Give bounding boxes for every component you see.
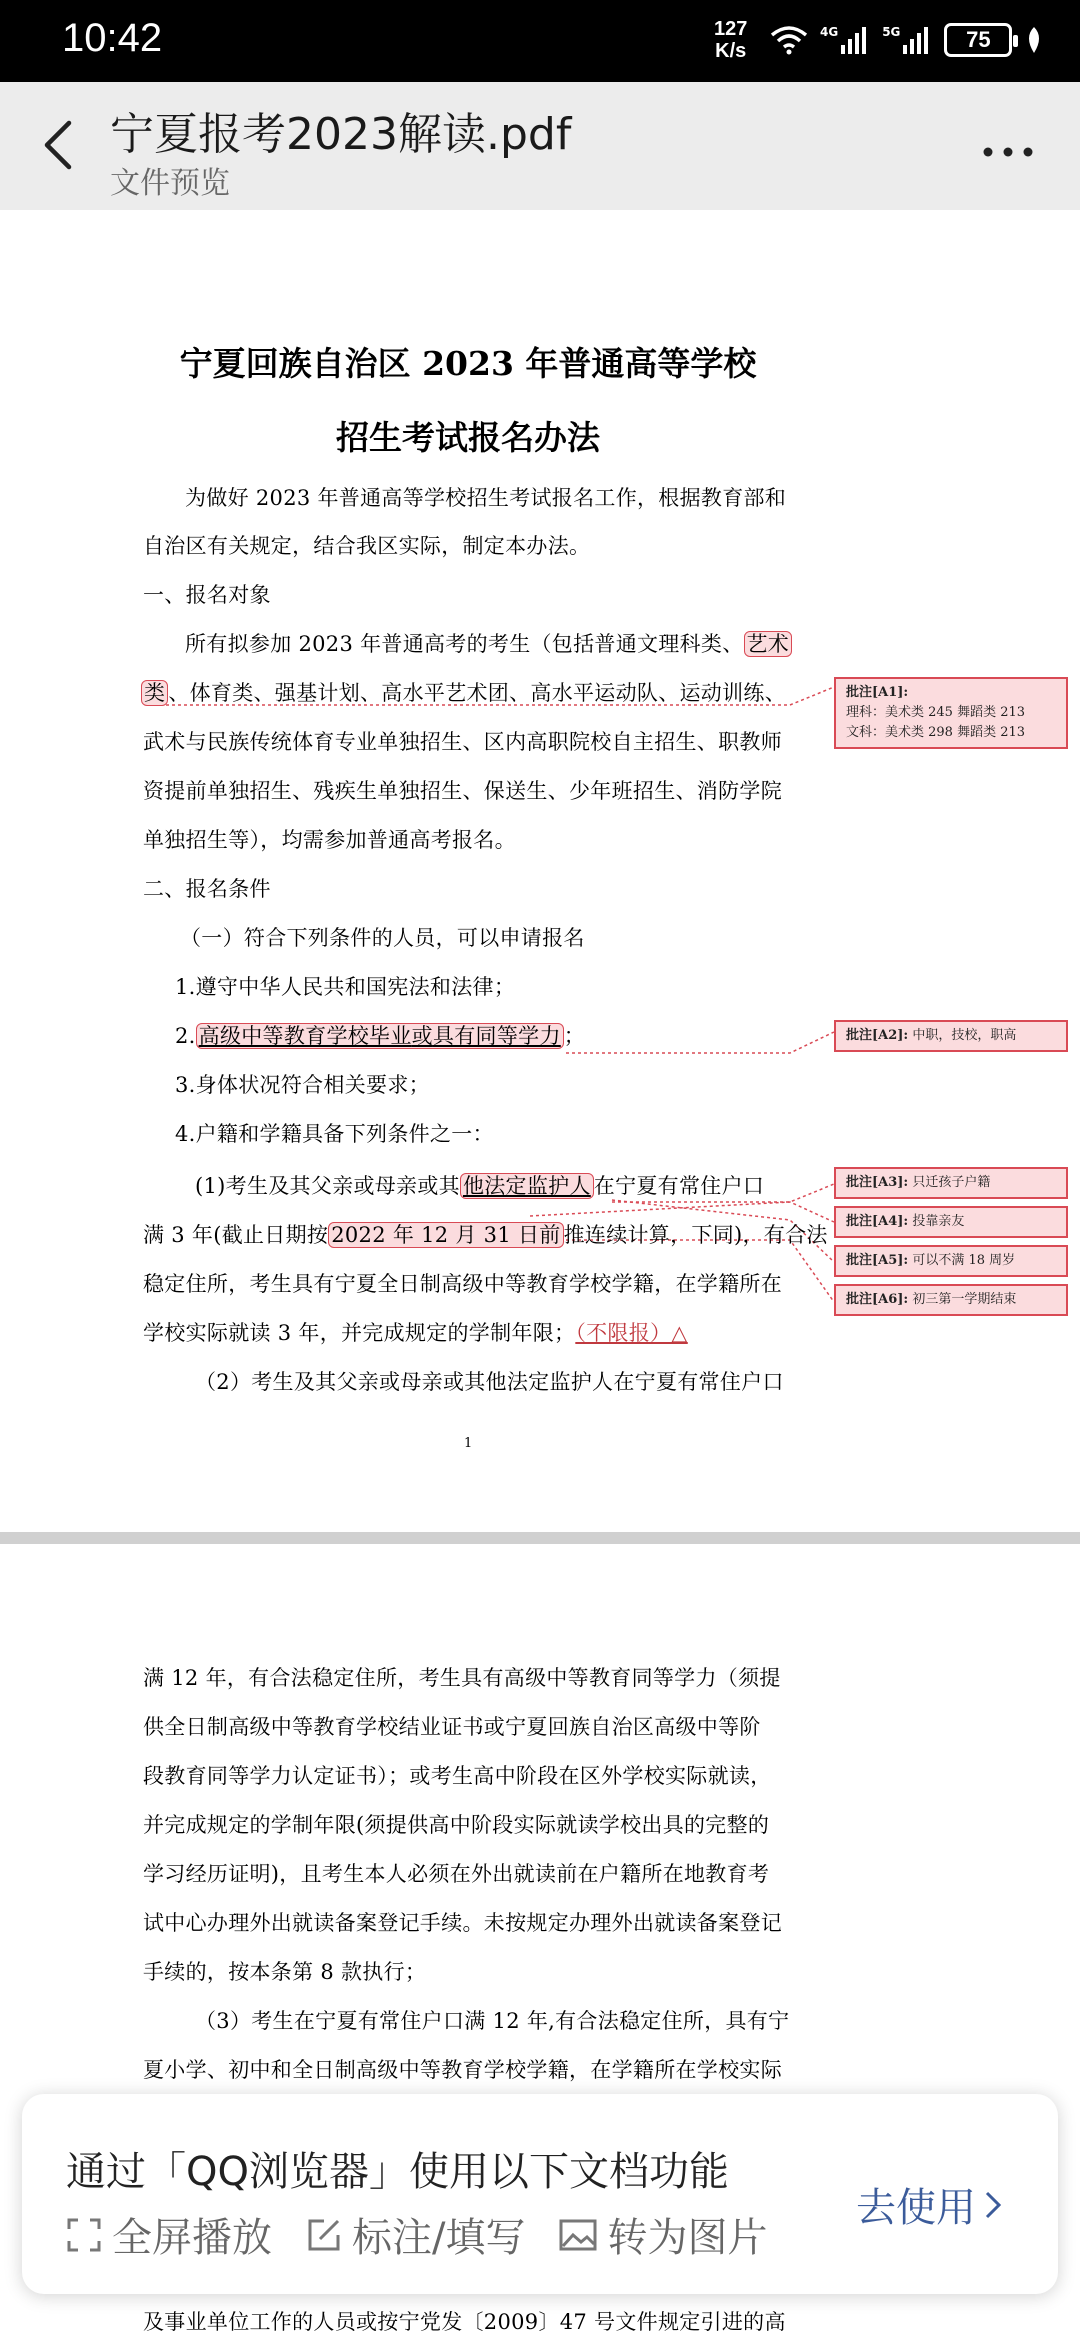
doc-text-line: 供全日制高级中等教育学校结业证书或宁夏回族自治区高级中等阶: [143, 1715, 761, 1739]
doc-text-line: 试中心办理外出就读备案登记手续。未按规定办理外出就读备案登记: [143, 1911, 782, 1935]
doc-text-line: 为做好 2023 年普通高等学校招生考试报名工作，根据教育部和: [185, 486, 787, 510]
wifi-icon: [770, 25, 808, 55]
doc-text-line: （2）考生及其父亲或母亲或其他法定监护人在宁夏有常住户口: [195, 1370, 784, 1394]
doc-text-line: 学习经历证明)，且考生本人必须在外出就读前在户籍所在地教育考: [143, 1862, 770, 1886]
highlight-a1-cont[interactable]: 类: [141, 680, 168, 706]
chevron-right-icon: [984, 2190, 1002, 2220]
network-speed-unit: K/s: [715, 40, 747, 62]
doc-text-line: （3）考生在宁夏有常住户口满 12 年,有合法稳定住所，具有宁: [195, 2009, 790, 2033]
qq-browser-promo-banner[interactable]: [22, 2094, 1058, 2294]
doc-section-heading: 一、报名对象: [143, 583, 271, 607]
doc-text-line: 类 、体育类、强基计划、高水平艺术团、高水平运动队、运动训练、: [141, 677, 786, 707]
status-icons: [770, 20, 1044, 60]
highlight-a2[interactable]: 高级中等教育学校毕业或具有同等学力: [196, 1023, 564, 1049]
leaf-icon: [1024, 25, 1044, 55]
signal-4g: 4G: [820, 25, 870, 55]
doc-text-line: 武术与民族传统体育专业单独招生、区内高职院校自主招生、职教师: [143, 730, 782, 754]
doc-text-line: 自治区有关规定，结合我区实际，制定本办法。: [143, 534, 591, 558]
highlight-a3[interactable]: 他法定监护人: [460, 1173, 594, 1199]
doc-title-line-1: 宁夏回族自治区 2023 年普通高等学校: [179, 344, 757, 383]
document-viewer[interactable]: [0, 210, 1080, 2340]
doc-text-line: 满 12 年，有合法稳定住所，考生具有高级中等教育同等学力（须提: [143, 1666, 781, 1690]
file-subtitle: 文件预览: [110, 166, 230, 201]
doc-text-line: 4.户籍和学籍具备下列条件之一：: [175, 1122, 494, 1146]
doc-text-line: 学校实际就读 3 年，并完成规定的学制年限；（不限报）△: [143, 1321, 688, 1345]
doc-text-line: 资提前单独招生、残疾生单独招生、保送生、少年班招生、消防学院: [143, 779, 782, 803]
annotation-a4[interactable]: 批注[A4]: 投靠亲友: [834, 1206, 1068, 1238]
signal-5g: 5G: [882, 25, 932, 55]
banner-features: [66, 2206, 767, 2263]
doc-text-line: 1.遵守中华人民共和国宪法和法律；: [175, 975, 516, 999]
network-speed-value: 127: [714, 18, 748, 40]
back-button[interactable]: [28, 110, 88, 180]
signal-bars-icon: [902, 25, 932, 55]
fullscreen-icon: [66, 2217, 102, 2253]
annotation-a3[interactable]: 批注[A3]: 只迁孩子户籍: [834, 1167, 1068, 1199]
image-icon: [559, 2218, 597, 2252]
more-options-button[interactable]: [968, 122, 1048, 182]
doc-text-line: 夏小学、初中和全日制高级中等教育学校学籍，在学籍所在学校实际: [143, 2058, 782, 2082]
doc-text-line: (1)考生及其父亲或母亲或其 他法定监护人 在宁夏有常住户口: [195, 1174, 765, 1198]
doc-text-line: 稳定住所，考生具有宁夏全日制高级中等教育学校学籍，在学籍所在: [143, 1272, 782, 1296]
edit-icon: [306, 2217, 342, 2253]
doc-text-line: 并完成规定的学制年限(须提供高中阶段实际就读学校出具的完整的: [143, 1813, 770, 1837]
doc-section-heading: 二、报名条件: [143, 877, 271, 901]
file-title: 宁夏报考2023解读.pdf: [110, 109, 572, 160]
doc-text-line: 单独招生等），均需参加普通高考报名。: [143, 828, 516, 852]
status-time: 10:42: [62, 16, 163, 60]
feature-to-image[interactable]: 转为图片: [559, 2206, 767, 2263]
doc-title-line-2: 招生考试报名办法: [336, 418, 600, 457]
chevron-left-icon: [43, 119, 73, 171]
doc-text-line: 2. 高级中等教育学校毕业或具有同等学力 ；: [175, 1024, 586, 1048]
doc-text-line: 3.身体状况符合相关要求；: [175, 1073, 430, 1097]
doc-text-line: 满 3 年(截止日期按 2022 年 12 月 31 日前 推连续计算，下同)，有合法: [143, 1223, 828, 1247]
banner-title: 通过「QQ浏览器」使用以下文档功能: [66, 2149, 729, 2195]
signal-bars-icon: [840, 25, 870, 55]
use-now-button[interactable]: 去使用: [856, 2176, 1002, 2233]
feature-annotate[interactable]: 标注/填写: [306, 2206, 525, 2263]
doc-text-line: 段教育同等学力认定证书）；或考生高中阶段在区外学校实际就读，: [143, 1764, 772, 1788]
network-speed: [714, 18, 747, 62]
annotation-a1[interactable]: 批注[A1]: 理科：美术类 245 舞蹈类 213 文科：美术类 298 舞蹈类 213: [834, 677, 1068, 749]
doc-text-line: 及事业单位工作的人员或按宁党发〔2009〕47 号文件规定引进的高: [143, 2310, 786, 2334]
annotation-a2[interactable]: 批注[A2]: 中职，技校，职高: [834, 1020, 1068, 1052]
page-separator: [0, 1532, 1080, 1544]
doc-text-line: 手续的，按本条第 8 款执行；: [143, 1960, 427, 1984]
inserted-comment-text: （不限报）△: [575, 1321, 688, 1345]
page-number: 1: [464, 1436, 473, 1451]
status-bar: [0, 0, 1080, 82]
battery-indicator: 75: [944, 23, 1012, 57]
highlight-a1[interactable]: 艺术: [744, 631, 793, 657]
more-dots-icon: [982, 146, 1034, 158]
annotation-a5[interactable]: 批注[A5]: 可以不满 18 周岁: [834, 1245, 1068, 1277]
highlight-a5[interactable]: 2022 年 12 月 31 日前: [328, 1222, 563, 1248]
annotation-a6[interactable]: 批注[A6]: 初三第一学期结束: [834, 1284, 1068, 1316]
doc-text-line: （一）符合下列条件的人员，可以申请报名: [180, 926, 585, 950]
feature-fullscreen[interactable]: 全屏播放: [66, 2206, 272, 2263]
doc-text-line: 所有拟参加 2023 年普通高考的考生（包括普通文理科类、 艺术: [185, 628, 792, 658]
app-header: [0, 82, 1080, 210]
